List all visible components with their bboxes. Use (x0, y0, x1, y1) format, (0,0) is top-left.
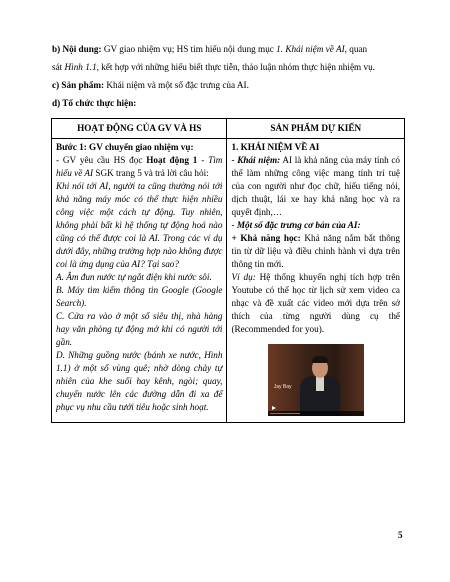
option-d: D. Những guồng nước (bánh xe nước, Hình 1.1) ở một số vùng quê; nhờ dòng chảy tự nhiên của khe suối hay kênh, ngòi; quay, chuyển nước lên các đường dẫn đi xa để phục vụ nhu cầu tưới tiêu hoặc sinh hoạt. (56, 350, 223, 412)
example-label: Ví dụ: (231, 272, 256, 282)
option-a: A. Âm đun nước tự ngắt điện khi nước sôi. (56, 272, 212, 282)
section-b-text: GV giao nhiệm vụ; HS tìm hiểu nội dung mục (101, 44, 277, 54)
definition-text: AI là khả năng của máy tính có thể làm những công việc mang tính trí tuệ của con người như đọc chữ, hiểu tiếng nói, dịch thuật, lái xe hay khả năng học và ra quyết định,… (231, 155, 401, 217)
option-c: C. Cửa ra vào ở một số siêu thị, nhà hàng hay văn phòng tự động mở khi có người tới gần. (56, 311, 223, 347)
instruction-dash: - (197, 155, 209, 165)
definition-label: - Khái niệm: (231, 155, 281, 165)
question-text: Khi nói tới AI, người ta cũng thường nói tới khả năng máy móc có thể thực hiện nhiều công việc một cách tự động. Tuy nhiên, không phải bất kì hệ thống tự động hoá nào cũng có thể được coi là AI. Trong các ví dụ dưới đây, những trường hợp nào không được coi là ứng dụng của AI? Tại sao? (56, 181, 223, 269)
step-title: Bước 1: GV chuyển giao nhiệm vụ: (56, 142, 194, 152)
left-column-cell (52, 139, 227, 423)
video-person-shirt (316, 377, 324, 391)
right-column-cell (227, 139, 405, 423)
option-b: B. Máy tìm kiếm thông tin Google (Google Search). (56, 285, 223, 308)
features-title: - Một số đặc trưng cơ bản của AI: (231, 220, 361, 230)
learning-text: Khả năng nắm bắt thông tin từ dữ liệu và điều chỉnh hành vi dựa trên thông tin mới. (231, 233, 400, 269)
activity-label: Hoạt động 1 (146, 155, 198, 165)
section-c-label: c) Sản phẩm: (52, 80, 105, 90)
learning-label: + Khả năng học: (231, 233, 301, 243)
instruction-rest: SGK trang 5 và trả lời câu hỏi: (93, 168, 209, 178)
example-paragraph (231, 271, 400, 336)
play-icon (272, 406, 276, 410)
task-instruction (56, 154, 222, 180)
lesson-plan-table (51, 118, 405, 423)
section-c-text: Khái niệm và một số đặc trưng của AI. (104, 80, 249, 90)
section-b-text-end: , quan (344, 44, 368, 54)
table-body-row (52, 139, 405, 423)
video-thumbnail-image (268, 344, 364, 416)
table-header-row (52, 119, 405, 139)
section-b-line-2 (52, 61, 404, 74)
page-number: 5 (398, 530, 403, 540)
header-expected-products: SẢN PHẨM DỰ KIẾN (227, 119, 405, 139)
instruction-text: - GV yêu cầu HS đọc (56, 155, 147, 165)
learning-paragraph (231, 232, 400, 271)
section-b-italic: 1. Khái niệm về AI (276, 44, 345, 54)
video-caption: Jay Bay (273, 384, 292, 390)
header-teacher-activities: HOẠT ĐỘNG CỦA GV VÀ HS (52, 119, 227, 139)
definition-paragraph (231, 154, 400, 219)
activity-title: Tìm hiểu về AI (56, 155, 223, 178)
section-c-line (52, 79, 404, 92)
section-b-line2-end: , kết hợp với những hiểu biết thực tiễn, thảo luận nhóm thực hiện nhiệm vụ. (96, 62, 375, 72)
section-b-label: b) Nội dung: (52, 44, 102, 54)
example-text: Hệ thống khuyến nghị tích hợp trên Youtube có thể học từ lịch sử xem video ca nhạc và đề xuất các video mới dựa trên sở thích của từng người dùng cụ thể (Recommended for you). (231, 272, 400, 334)
section-title: 1. KHÁI NIỆM VỀ AI (231, 142, 320, 152)
section-b-line2-start: sát (52, 62, 65, 72)
figure-reference: Hình 1.1 (64, 62, 97, 72)
section-b-line (52, 43, 404, 56)
video-progress-bar (270, 413, 300, 415)
section-d-heading: d) Tổ chức thực hiện: (52, 98, 137, 108)
video-person-hair (312, 356, 328, 363)
